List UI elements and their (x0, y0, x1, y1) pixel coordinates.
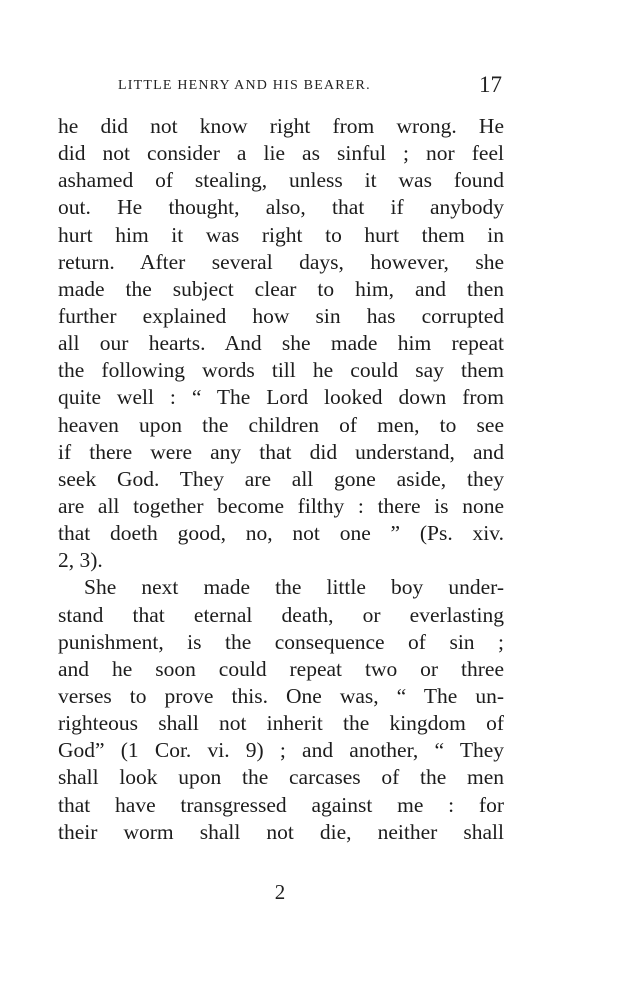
text-line: She next made the little boy under- (84, 575, 504, 600)
text-line: if there were any that did understand, and (58, 439, 504, 464)
text-line: their worm shall not die, neither shall (58, 819, 504, 844)
text-line: verses to prove this. One was, “ The un- (58, 683, 504, 708)
text-line: seek God. They are all gone aside, they (58, 466, 504, 491)
running-title: LITTLE HENRY AND HIS BEARER. (118, 78, 371, 93)
text-line: punishment, is the consequence of sin ; (58, 629, 504, 654)
text-line: further explained how sin has corrupted (58, 303, 504, 328)
text-line: return. After several days, however, she (58, 249, 504, 274)
text-line: all our hearts. And she made him repeat (58, 331, 504, 356)
text-line: shall look upon the carcases of the men (58, 765, 504, 790)
text-line: made the subject clear to him, and then (58, 276, 504, 301)
text-line: the following words till he could say them (58, 358, 504, 383)
text-line: that have transgressed against me : for (58, 792, 504, 817)
body-text (58, 113, 504, 846)
text-line: God” (1 Cor. vi. 9) ; and another, “ They (58, 738, 504, 763)
text-line: stand that eternal death, or everlasting (58, 602, 504, 627)
text-line: quite well : “ The Lord looked down from (58, 385, 504, 410)
text-line: 2, 3). (58, 548, 103, 573)
text-line: are all together become filthy : there is none (58, 493, 504, 518)
page-number: 17 (479, 72, 502, 97)
text-line: that doeth good, no, not one ” (Ps. xiv. (58, 521, 504, 546)
running-head (118, 74, 506, 100)
signature-mark: 2 (274, 880, 286, 904)
text-line: righteous shall not inherit the kingdom of (58, 711, 504, 736)
text-line: ashamed of stealing, unless it was found (58, 168, 504, 193)
text-line: he did not know right from wrong. He (58, 114, 504, 138)
text-line: and he soon could repeat two or three (58, 656, 504, 681)
text-line: out. He thought, also, that if anybody (58, 195, 504, 220)
text-line: hurt him it was right to hurt them in (58, 222, 504, 247)
text-line: heaven upon the children of men, to see (58, 412, 504, 437)
text-line: did not consider a lie as sinful ; nor feel (58, 141, 504, 166)
